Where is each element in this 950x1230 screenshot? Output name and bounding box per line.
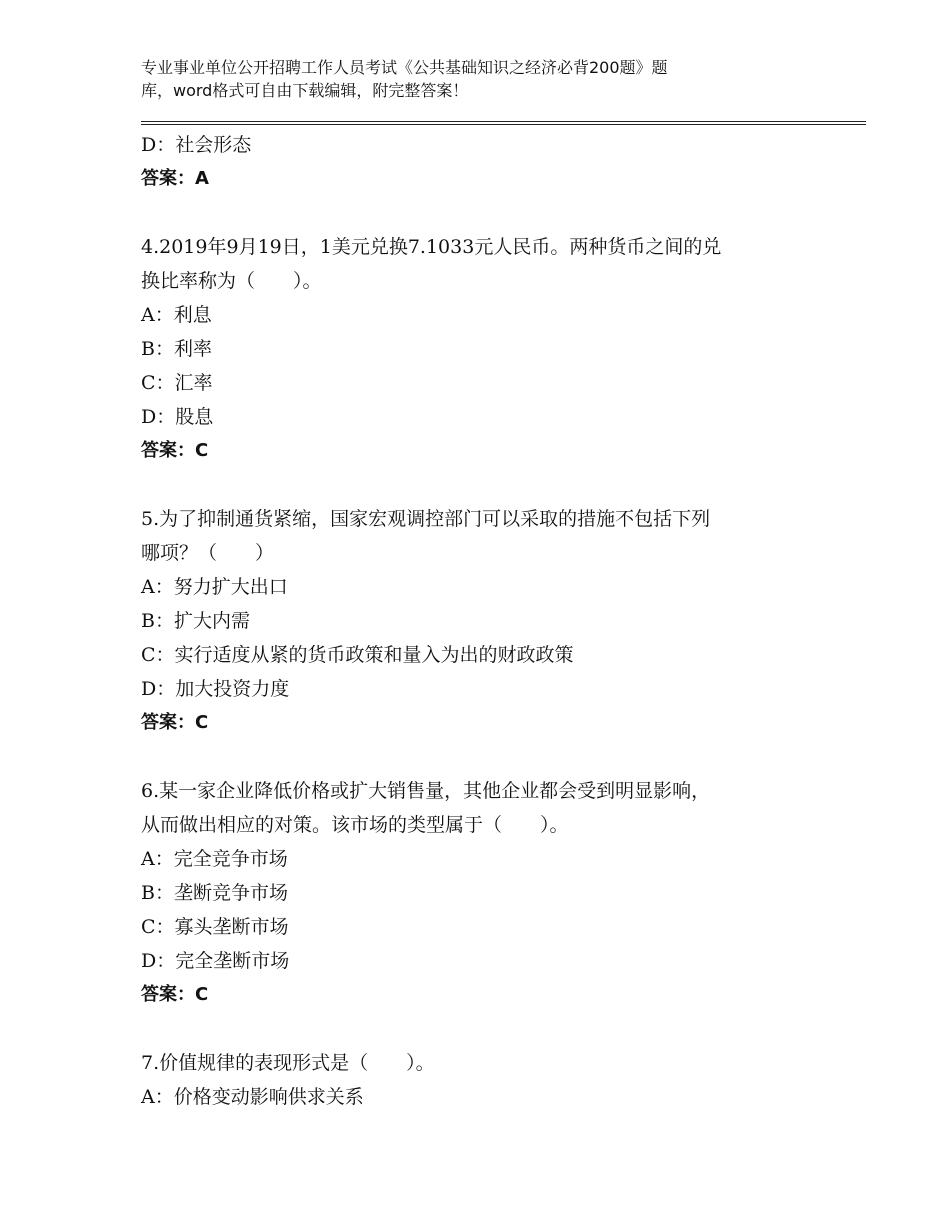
header-line-2: 库，word格式可自由下载编辑，附完整答案！ xyxy=(141,81,469,100)
q5-option-b: B：扩大内需 xyxy=(141,610,250,632)
header-rule-bottom xyxy=(141,124,866,125)
q4-option-c: C：汇率 xyxy=(141,372,213,394)
q5-option-d: D：加大投资力度 xyxy=(141,678,290,700)
question-7 xyxy=(141,1046,841,1114)
spacer xyxy=(141,1012,841,1046)
q6-answer: 答案：C xyxy=(141,984,209,1005)
q6-option-b: B：垄断竞争市场 xyxy=(141,882,288,904)
q3-answer: 答案：A xyxy=(141,168,209,189)
document-body xyxy=(141,128,841,1114)
header-rule-top xyxy=(141,121,866,122)
q6-option-c: C：寡头垄断市场 xyxy=(141,916,289,938)
question-4 xyxy=(141,230,841,468)
q6-option-a: A：完全竞争市场 xyxy=(141,848,288,870)
question-3-tail xyxy=(141,128,841,196)
q6-stem-line-1: 6.某一家企业降低价格或扩大销售量，其他企业都会受到明显影响， xyxy=(141,780,711,802)
document-header xyxy=(141,56,781,102)
q5-stem-line-2: 哪项？（ ） xyxy=(141,542,275,564)
q7-option-a: A：价格变动影响供求关系 xyxy=(141,1086,364,1108)
q7-stem-line-1: 7.价值规律的表现形式是（ ）。 xyxy=(141,1052,435,1074)
q5-answer: 答案：C xyxy=(141,712,209,733)
q4-option-b: B：利率 xyxy=(141,338,212,360)
question-5 xyxy=(141,502,841,740)
header-line-1: 专业事业单位公开招聘工作人员考试《公共基础知识之经济必背200题》题 xyxy=(141,58,668,77)
spacer xyxy=(141,468,841,502)
q4-option-d: D：股息 xyxy=(141,406,214,428)
q4-stem-line-1: 4.2019年9月19日，1美元兑换7.1033元人民币。两种货币之间的兑 xyxy=(141,236,722,258)
q6-stem-line-2: 从而做出相应的对策。该市场的类型属于（ ）。 xyxy=(141,814,569,836)
q4-option-a: A：利息 xyxy=(141,304,212,326)
q5-stem-line-1: 5.为了抑制通货紧缩，国家宏观调控部门可以采取的措施不包括下列 xyxy=(141,508,711,530)
q6-option-d: D：完全垄断市场 xyxy=(141,950,290,972)
spacer xyxy=(141,196,841,230)
q5-option-a: A：努力扩大出口 xyxy=(141,576,288,598)
q3-option-d: D：社会形态 xyxy=(141,134,252,156)
q4-stem-line-2: 换比率称为（ ）。 xyxy=(141,270,322,292)
q5-option-c: C：实行适度从紧的货币政策和量入为出的财政政策 xyxy=(141,644,574,666)
spacer xyxy=(141,740,841,774)
q4-answer: 答案：C xyxy=(141,440,209,461)
question-6 xyxy=(141,774,841,1012)
